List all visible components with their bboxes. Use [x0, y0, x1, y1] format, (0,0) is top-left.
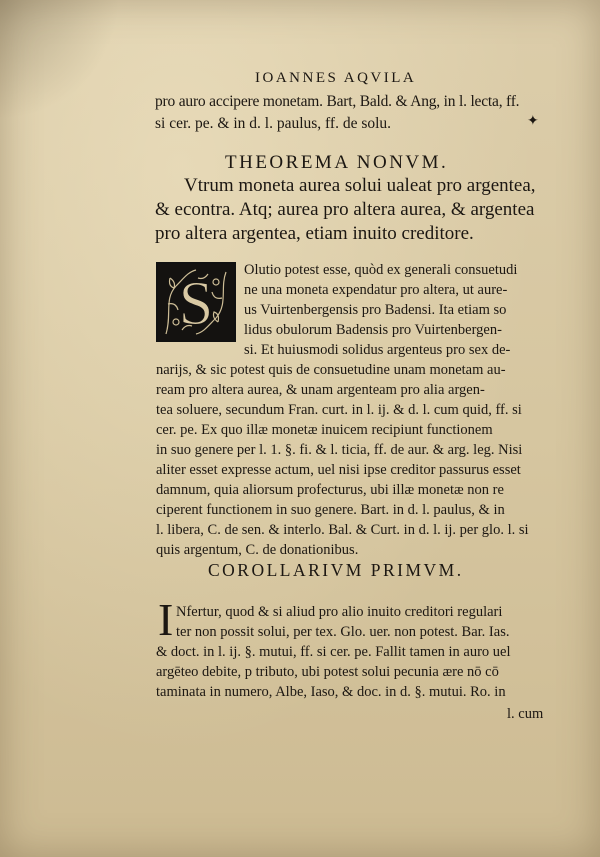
theorem-line: Vtrum moneta aurea solui ualeat pro argentea,: [184, 175, 536, 196]
body-line: lidus obulorum Badensis pro Vuirtenbergen-: [244, 322, 502, 338]
catchword: l. cum: [507, 706, 544, 722]
floral-initial-icon: [158, 264, 234, 340]
body-line: ne una moneta expendatur pro altera, ut aure-: [244, 282, 508, 298]
corollary-line: taminata in numero, Albe, Iaso, & doc. in d. §. mutui. Ro. in: [156, 684, 506, 700]
body-line: damnum, quia aliorsum profecturus, ubi illæ monetæ non re: [156, 482, 504, 498]
body-line: us Vuirtenbergensis pro Badensi. Ita etiam so: [244, 302, 507, 318]
corollary-line: ter non possit solui, per tex. Glo. uer. non potest. Bar. Ias.: [176, 624, 510, 640]
body-line: si. Et huiusmodi solidus argenteus pro sex de-: [244, 342, 511, 358]
corollary-line: Nfertur, quod & si aliud pro alio inuito creditori regulari: [176, 604, 503, 620]
text-line: pro auro accipere monetam. Bart, Bald. & Ang, in l. lecta, ff.: [155, 93, 520, 110]
body-line: quis argentum, C. de donationibus.: [156, 542, 359, 558]
theorem-line: pro altera argentea, etiam inuito creditore.: [155, 223, 474, 244]
initial-letter-i: I: [158, 594, 174, 645]
running-head: IOANNES AQVILA: [255, 70, 417, 86]
body-line: aliter esset expresse actum, uel nisi ipse creditor passurus esset: [156, 462, 521, 478]
corollary-line: argēteo debite, p tributo, ubi potest solui pecunia ære nō cō: [156, 664, 499, 680]
theorem-title: THEOREMA NONVM.: [225, 152, 449, 173]
body-line: ream pro altera aurea, & unam argenteam pro alia argen-: [156, 382, 485, 398]
body-line: ciperent functionem in suo genere. Bart. in d. l. paulus, & in: [156, 502, 505, 518]
body-line: cer. pe. Ex quo illæ monetæ inuicem recipiunt functionem: [156, 422, 493, 438]
svg-text:S: S: [178, 270, 214, 338]
body-line: l. libera, C. de sen. & interlo. Bal. & Curt. in d. l. ij. per glo. l. si: [156, 522, 529, 538]
body-line: Olutio potest esse, quòd ex generali consuetudi: [244, 262, 518, 278]
body-line: in suo genere per l. 1. §. fi. & l. ticia, ff. de aur. & arg. leg. Nisi: [156, 442, 523, 458]
body-line: tea soluere, secundum Fran. curt. in l. ij. & d. l. cum quid, ff. si: [156, 402, 522, 418]
decorated-initial-s: [156, 262, 236, 342]
text-line: si cer. pe. & in d. l. paulus, ff. de solu.: [155, 115, 392, 132]
body-line: narijs, & sic potest quis de consuetudine unam monetam au-: [156, 362, 506, 378]
page-stain: [0, 0, 120, 120]
corollary-title: COROLLARIVM PRIMVM.: [208, 560, 464, 580]
ornament-mark-icon: ✦: [527, 113, 539, 129]
theorem-line: & econtra. Atq; aurea pro altera aurea, & argentea: [155, 199, 535, 220]
corollary-line: & doct. in l. ij. §. mutui, ff. si cer. pe. Fallit tamen in auro uel: [156, 644, 511, 660]
